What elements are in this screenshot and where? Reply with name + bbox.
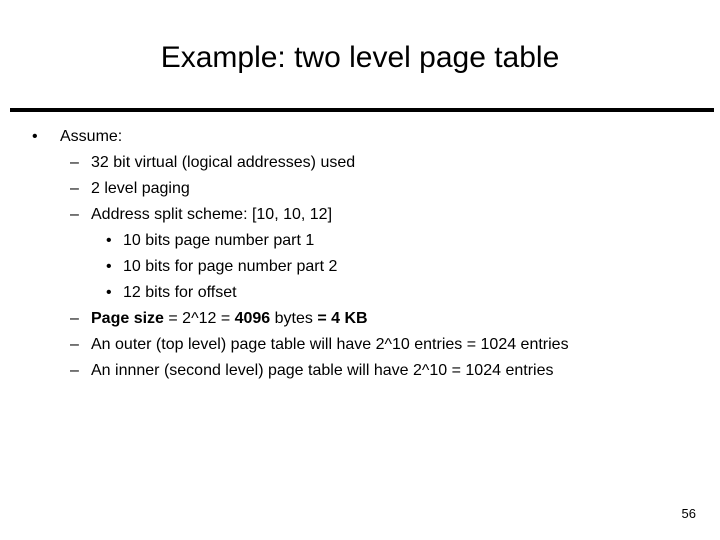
- bullet-marker: •: [106, 258, 112, 275]
- dash-marker: –: [70, 362, 79, 379]
- item-page-size: [91, 309, 368, 329]
- dash-marker: –: [70, 180, 79, 197]
- bullet-marker: •: [106, 284, 112, 301]
- bullet-marker: •: [106, 232, 112, 249]
- page-size-formula: = 2^12 =: [163, 310, 235, 327]
- sub-item-part1: 10 bits page number part 1: [123, 232, 315, 249]
- dash-marker: –: [70, 336, 79, 353]
- title-divider: [10, 108, 714, 112]
- item-virtual: 32 bit virtual (logical addresses) used: [91, 154, 356, 171]
- dash-marker: –: [70, 310, 79, 327]
- sub-item-offset: 12 bits for offset: [123, 284, 237, 301]
- dash-marker: –: [70, 206, 79, 223]
- dash-marker: –: [70, 154, 79, 171]
- bullet-marker: •: [32, 128, 38, 145]
- item-outer-table: An outer (top level) page table will have 2^10 entries = 1024 entries: [91, 336, 569, 353]
- page-size-bytes: 4096: [234, 310, 271, 327]
- sub-item-part2: 10 bits for page number part 2: [123, 258, 338, 275]
- page-size-unit: bytes: [270, 310, 318, 327]
- page-number: 56: [681, 506, 696, 521]
- assume-label: Assume:: [60, 128, 123, 145]
- item-paging: 2 level paging: [91, 180, 190, 197]
- item-split: Address split scheme: [10, 10, 12]: [91, 206, 333, 223]
- page-size-label: Page size: [91, 310, 164, 327]
- page-size-kb: = 4 KB: [317, 310, 368, 327]
- slide-title: Example: two level page table: [160, 41, 560, 74]
- item-inner-table: An innner (second level) page table will have 2^10 = 1024 entries: [91, 362, 554, 379]
